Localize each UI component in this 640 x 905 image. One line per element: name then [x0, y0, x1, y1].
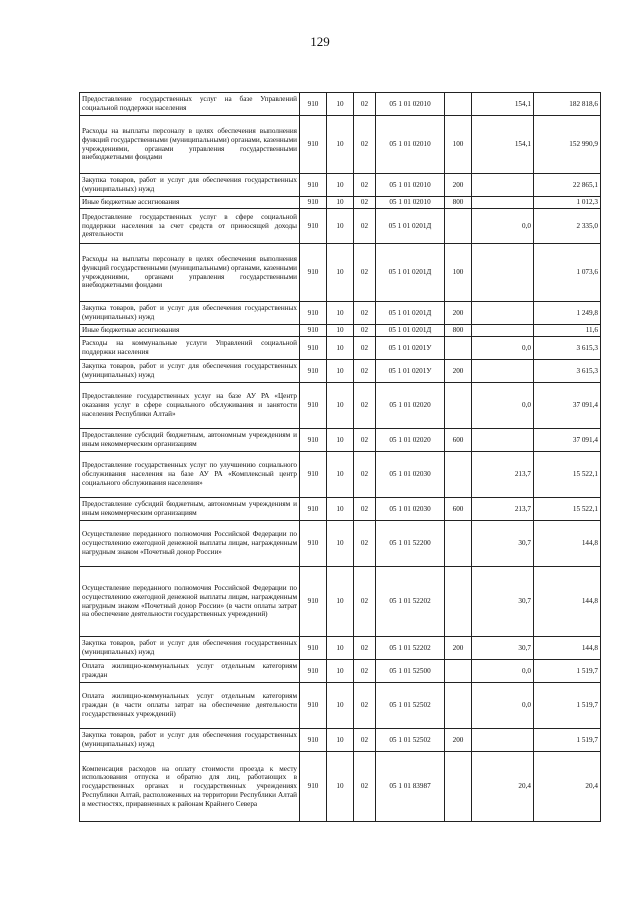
row-total-amount: 144,8 [534, 567, 601, 637]
row-expense-type: 200 [445, 360, 472, 383]
row-subsection: 02 [354, 521, 376, 567]
row-name: Предоставление государственных услуг в сфере социальной поддержки населения за счет средств от приносящей доходы деятельности [80, 209, 300, 244]
row-section: 10 [327, 660, 354, 683]
row-name: Предоставление государственных услуг на базе Управлений социальной поддержки населения [80, 93, 300, 116]
row-name: Осуществление переданного полномочия Российской Федерации по осуществлению ежегодной денежной выплаты лицам, награжденным нагрудным знаком «Почетный донор России» [80, 521, 300, 567]
row-expense-type [445, 452, 472, 498]
row-total-amount: 144,8 [534, 521, 601, 567]
row-expense-type [445, 683, 472, 729]
row-subsection: 02 [354, 729, 376, 752]
row-expense-type: 800 [445, 197, 472, 209]
row-ministry: 910 [300, 429, 327, 452]
row-subsection: 02 [354, 337, 376, 360]
table-row [80, 567, 601, 637]
row-subsection: 02 [354, 498, 376, 521]
row-ministry: 910 [300, 637, 327, 660]
row-section: 10 [327, 729, 354, 752]
table-row [80, 302, 601, 325]
row-expense-type: 100 [445, 244, 472, 302]
row-name: Расходы на выплаты персоналу в целях обеспечения выполнения функций государственными (муниципальными) органами, казенными учреждениями, органами управления государственными внебюджетными фондами [80, 116, 300, 174]
row-federal-amount: 30,7 [472, 521, 534, 567]
table-row [80, 337, 601, 360]
row-total-amount: 3 615,3 [534, 337, 601, 360]
row-name: Закупка товаров, работ и услуг для обеспечения государственных (муниципальных) нужд [80, 302, 300, 325]
row-expense-type [445, 383, 472, 429]
row-section: 10 [327, 325, 354, 337]
row-federal-amount [472, 244, 534, 302]
budget-table [79, 92, 601, 822]
row-federal-amount: 0,0 [472, 209, 534, 244]
row-ministry: 910 [300, 337, 327, 360]
row-name: Предоставление субсидий бюджетным, автономным учреждениям и иным некоммерческим организациям [80, 429, 300, 452]
row-subsection: 02 [354, 660, 376, 683]
row-name: Иные бюджетные ассигнования [80, 325, 300, 337]
row-expense-type: 600 [445, 429, 472, 452]
row-federal-amount: 30,7 [472, 567, 534, 637]
row-federal-amount [472, 302, 534, 325]
row-target-article: 05 1 01 52202 [376, 637, 445, 660]
row-subsection: 02 [354, 567, 376, 637]
row-name: Компенсация расходов на оплату стоимости проезда к месту использования отпуска и обратно для лиц, работающих в государственных органах и государственных учреждениях Республики Алтай, расположенных на территории Республики Алтай в местностях, приравненных к районам Крайнего Севера [80, 752, 300, 822]
row-expense-type: 800 [445, 325, 472, 337]
page-number: 129 [310, 34, 330, 49]
row-total-amount: 3 615,3 [534, 360, 601, 383]
row-ministry: 910 [300, 567, 327, 637]
row-expense-type [445, 209, 472, 244]
row-ministry: 910 [300, 197, 327, 209]
row-section: 10 [327, 244, 354, 302]
row-subsection: 02 [354, 383, 376, 429]
table-row [80, 683, 601, 729]
row-ministry: 910 [300, 325, 327, 337]
row-section: 10 [327, 683, 354, 729]
row-ministry: 910 [300, 729, 327, 752]
row-ministry: 910 [300, 174, 327, 197]
row-section: 10 [327, 197, 354, 209]
table-row [80, 637, 601, 660]
row-name: Закупка товаров, работ и услуг для обеспечения государственных (муниципальных) нужд [80, 360, 300, 383]
row-expense-type: 200 [445, 637, 472, 660]
row-ministry: 910 [300, 660, 327, 683]
row-expense-type [445, 521, 472, 567]
row-target-article: 05 1 01 02010 [376, 197, 445, 209]
row-subsection: 02 [354, 116, 376, 174]
table-row [80, 244, 601, 302]
row-subsection: 02 [354, 429, 376, 452]
table-row [80, 660, 601, 683]
row-federal-amount [472, 729, 534, 752]
row-subsection: 02 [354, 93, 376, 116]
table-row [80, 752, 601, 822]
row-section: 10 [327, 429, 354, 452]
row-name: Предоставление субсидий бюджетным, автономным учреждениям и иным некоммерческим организациям [80, 498, 300, 521]
row-expense-type [445, 93, 472, 116]
row-ministry: 910 [300, 498, 327, 521]
row-name: Закупка товаров, работ и услуг для обеспечения государственных (муниципальных) нужд [80, 729, 300, 752]
row-total-amount: 144,8 [534, 637, 601, 660]
row-total-amount: 1 519,7 [534, 660, 601, 683]
row-federal-amount: 20,4 [472, 752, 534, 822]
row-target-article: 05 1 01 02010 [376, 93, 445, 116]
row-section: 10 [327, 498, 354, 521]
row-total-amount: 11,6 [534, 325, 601, 337]
row-federal-amount [472, 197, 534, 209]
row-expense-type [445, 337, 472, 360]
row-federal-amount [472, 360, 534, 383]
row-ministry: 910 [300, 244, 327, 302]
row-section: 10 [327, 637, 354, 660]
row-total-amount: 15 522,1 [534, 452, 601, 498]
row-total-amount: 1 012,3 [534, 197, 601, 209]
row-subsection: 02 [354, 244, 376, 302]
row-subsection: 02 [354, 360, 376, 383]
row-total-amount: 37 091,4 [534, 429, 601, 452]
row-expense-type: 200 [445, 302, 472, 325]
table-row [80, 429, 601, 452]
row-ministry: 910 [300, 683, 327, 729]
row-expense-type [445, 752, 472, 822]
row-subsection: 02 [354, 683, 376, 729]
row-subsection: 02 [354, 197, 376, 209]
row-federal-amount: 0,0 [472, 660, 534, 683]
row-federal-amount: 0,0 [472, 337, 534, 360]
row-target-article: 05 1 01 02020 [376, 383, 445, 429]
row-total-amount: 1 519,7 [534, 683, 601, 729]
row-subsection: 02 [354, 452, 376, 498]
row-total-amount: 1 519,7 [534, 729, 601, 752]
table-row [80, 116, 601, 174]
row-target-article: 05 1 01 02030 [376, 452, 445, 498]
row-ministry: 910 [300, 521, 327, 567]
row-section: 10 [327, 360, 354, 383]
table-row [80, 498, 601, 521]
row-federal-amount: 213,7 [472, 498, 534, 521]
row-subsection: 02 [354, 752, 376, 822]
row-name: Расходы на коммунальные услуги Управлений социальной поддержки населения [80, 337, 300, 360]
row-federal-amount: 154,1 [472, 93, 534, 116]
table-row [80, 209, 601, 244]
row-target-article: 05 1 01 0201Д [376, 209, 445, 244]
row-ministry: 910 [300, 116, 327, 174]
row-federal-amount [472, 174, 534, 197]
row-name: Расходы на выплаты персоналу в целях обеспечения выполнения функций государственными (муниципальными) органами, казенными учреждениями, органами управления государственными внебюджетными фондами [80, 244, 300, 302]
row-federal-amount [472, 325, 534, 337]
row-subsection: 02 [354, 637, 376, 660]
table-row [80, 360, 601, 383]
row-federal-amount: 0,0 [472, 383, 534, 429]
row-total-amount: 15 522,1 [534, 498, 601, 521]
row-section: 10 [327, 337, 354, 360]
row-name: Оплата жилищно-коммунальных услуг отдельным категориям граждан [80, 660, 300, 683]
row-name: Закупка товаров, работ и услуг для обеспечения государственных (муниципальных) нужд [80, 174, 300, 197]
row-target-article: 05 1 01 52502 [376, 729, 445, 752]
row-target-article: 05 1 01 02010 [376, 174, 445, 197]
row-target-article: 05 1 01 0201У [376, 360, 445, 383]
row-ministry: 910 [300, 752, 327, 822]
row-expense-type [445, 660, 472, 683]
row-total-amount: 20,4 [534, 752, 601, 822]
row-section: 10 [327, 302, 354, 325]
row-subsection: 02 [354, 325, 376, 337]
row-section: 10 [327, 521, 354, 567]
table-row [80, 197, 601, 209]
row-name: Оплата жилищно-коммунальных услуг отдельным категориям граждан (в части оплаты затрат на обеспечение деятельности государственных учреждений) [80, 683, 300, 729]
row-section: 10 [327, 452, 354, 498]
row-expense-type: 200 [445, 729, 472, 752]
table-row [80, 452, 601, 498]
row-target-article: 05 1 01 52202 [376, 567, 445, 637]
row-ministry: 910 [300, 302, 327, 325]
row-target-article: 05 1 01 0201Д [376, 325, 445, 337]
row-total-amount: 2 335,0 [534, 209, 601, 244]
row-expense-type [445, 567, 472, 637]
row-federal-amount: 0,0 [472, 683, 534, 729]
row-total-amount: 1 073,6 [534, 244, 601, 302]
row-name: Предоставление государственных услуг по улучшению социального обслуживания населения на базе АУ РА «Комплексный центр социального обслуживания населения» [80, 452, 300, 498]
row-total-amount: 1 249,8 [534, 302, 601, 325]
row-target-article: 05 1 01 83987 [376, 752, 445, 822]
table-row [80, 729, 601, 752]
row-ministry: 910 [300, 360, 327, 383]
row-federal-amount: 30,7 [472, 637, 534, 660]
row-section: 10 [327, 752, 354, 822]
row-section: 10 [327, 209, 354, 244]
table-row [80, 174, 601, 197]
row-expense-type: 600 [445, 498, 472, 521]
row-expense-type: 200 [445, 174, 472, 197]
row-federal-amount [472, 429, 534, 452]
row-total-amount: 152 990,9 [534, 116, 601, 174]
row-total-amount: 37 091,4 [534, 383, 601, 429]
row-subsection: 02 [354, 174, 376, 197]
row-section: 10 [327, 116, 354, 174]
row-name: Предоставление государственных услуг на базе АУ РА «Центр оказания услуг в сфере социального обслуживания и занятости населения Республики Алтай» [80, 383, 300, 429]
row-target-article: 05 1 01 0201У [376, 337, 445, 360]
row-federal-amount: 154,1 [472, 116, 534, 174]
row-target-article: 05 1 01 02010 [376, 116, 445, 174]
row-ministry: 910 [300, 93, 327, 116]
row-target-article: 05 1 01 02020 [376, 429, 445, 452]
row-ministry: 910 [300, 209, 327, 244]
row-name: Осуществление переданного полномочия Российской Федерации по осуществлению ежегодной денежной выплаты лицам, награжденным нагрудным знаком «Почетный донор России» (в части оплаты затрат на обеспечение деятельности государственных учреждений) [80, 567, 300, 637]
row-section: 10 [327, 383, 354, 429]
row-total-amount: 22 865,1 [534, 174, 601, 197]
row-target-article: 05 1 01 52200 [376, 521, 445, 567]
row-name: Иные бюджетные ассигнования [80, 197, 300, 209]
table-row [80, 93, 601, 116]
table-row [80, 325, 601, 337]
row-target-article: 05 1 01 52500 [376, 660, 445, 683]
table-row [80, 383, 601, 429]
row-target-article: 05 1 01 0201Д [376, 244, 445, 302]
row-federal-amount: 213,7 [472, 452, 534, 498]
row-name: Закупка товаров, работ и услуг для обеспечения государственных (муниципальных) нужд [80, 637, 300, 660]
table-row [80, 521, 601, 567]
row-total-amount: 182 818,6 [534, 93, 601, 116]
row-target-article: 05 1 01 02030 [376, 498, 445, 521]
row-section: 10 [327, 567, 354, 637]
row-target-article: 05 1 01 0201Д [376, 302, 445, 325]
row-section: 10 [327, 93, 354, 116]
row-subsection: 02 [354, 209, 376, 244]
row-subsection: 02 [354, 302, 376, 325]
row-target-article: 05 1 01 52502 [376, 683, 445, 729]
row-ministry: 910 [300, 383, 327, 429]
row-ministry: 910 [300, 452, 327, 498]
row-section: 10 [327, 174, 354, 197]
row-expense-type: 100 [445, 116, 472, 174]
